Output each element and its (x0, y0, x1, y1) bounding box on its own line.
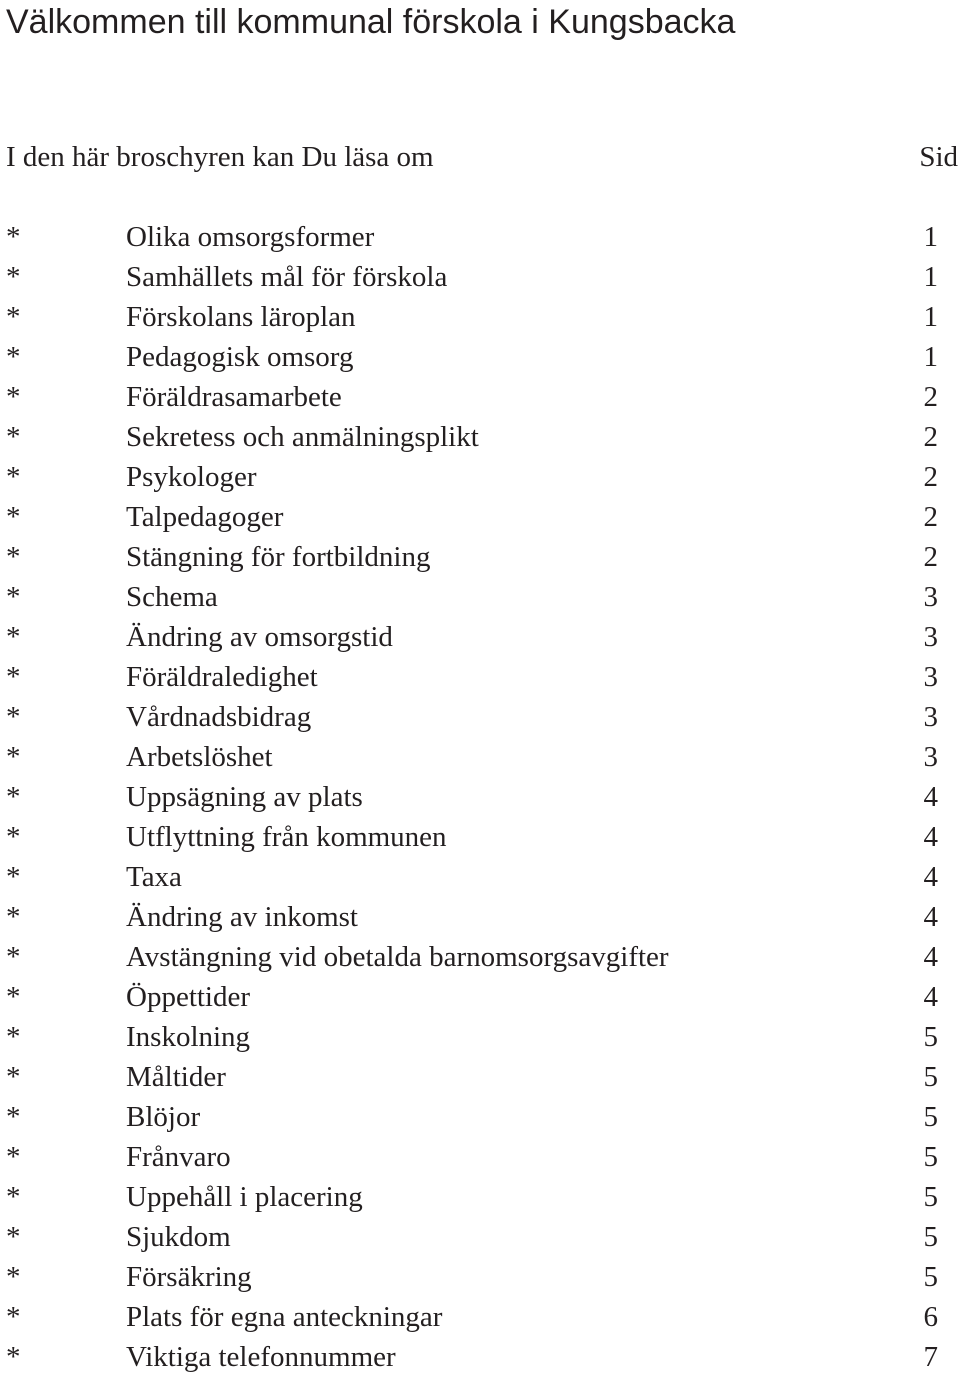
toc-item-label: Sjukdom (126, 1221, 231, 1253)
toc-item-label: Sekretess och anmälningsplikt (126, 421, 479, 453)
toc-header (0, 137, 960, 177)
toc-item-page: 2 (923, 541, 938, 573)
toc-item (0, 1297, 960, 1337)
bullet-marker: * (6, 621, 21, 653)
bullet-marker: * (6, 221, 21, 253)
toc-item-page: 5 (923, 1101, 938, 1133)
bullet-marker: * (6, 1301, 21, 1333)
bullet-marker: * (6, 1261, 21, 1293)
toc-item-page: 5 (923, 1221, 938, 1253)
toc-list (0, 217, 960, 1377)
toc-item-page: 1 (923, 221, 938, 253)
toc-item-label: Öppettider (126, 981, 251, 1013)
toc-item (0, 697, 960, 737)
toc-item-page: 2 (923, 461, 938, 493)
toc-item-page: 3 (923, 741, 938, 773)
toc-item-label: Vårdnadsbidrag (126, 701, 312, 733)
toc-item (0, 417, 960, 457)
bullet-marker: * (6, 1341, 21, 1373)
toc-item (0, 977, 960, 1017)
toc-item-label: Taxa (126, 861, 182, 893)
toc-item (0, 377, 960, 417)
toc-item (0, 777, 960, 817)
toc-item-label: Frånvaro (126, 1141, 231, 1173)
toc-item (0, 1217, 960, 1257)
bullet-marker: * (6, 1221, 21, 1253)
toc-item-label: Blöjor (126, 1101, 201, 1133)
bullet-marker: * (6, 781, 21, 813)
toc-item (0, 337, 960, 377)
toc-item-page: 5 (923, 1181, 938, 1213)
toc-item-page: 3 (923, 581, 938, 613)
bullet-marker: * (6, 461, 21, 493)
bullet-marker: * (6, 581, 21, 613)
toc-item (0, 937, 960, 977)
toc-item-label: Plats för egna anteckningar (126, 1301, 443, 1333)
toc-item-label: Psykologer (126, 461, 257, 493)
toc-item-page: 3 (923, 661, 938, 693)
toc-item-page: 2 (923, 501, 938, 533)
bullet-marker: * (6, 341, 21, 373)
bullet-marker: * (6, 1181, 21, 1213)
bullet-marker: * (6, 501, 21, 533)
toc-item-page: 3 (923, 621, 938, 653)
toc-item-page: 5 (923, 1061, 938, 1093)
toc-item-label: Inskolning (126, 1021, 251, 1053)
toc-item-label: Föräldraledighet (126, 661, 318, 693)
toc-item-label: Avstängning vid obetalda barnomsorgsavgifter (126, 941, 669, 973)
toc-item (0, 537, 960, 577)
toc-item-page: 4 (923, 981, 938, 1013)
toc-item (0, 217, 960, 257)
toc-item-label: Arbetslöshet (126, 741, 273, 773)
toc-item-page: 4 (923, 901, 938, 933)
page-title: Välkommen till kommunal förskola i Kungsbacka (6, 3, 736, 41)
toc-item (0, 617, 960, 657)
toc-item-label: Ändring av omsorgstid (126, 621, 393, 653)
toc-item-page: 7 (923, 1341, 938, 1373)
toc-item-page: 5 (923, 1261, 938, 1293)
toc-item (0, 497, 960, 537)
toc-item-page: 2 (923, 421, 938, 453)
bullet-marker: * (6, 1061, 21, 1093)
toc-item (0, 1057, 960, 1097)
bullet-marker: * (6, 381, 21, 413)
bullet-marker: * (6, 421, 21, 453)
toc-item-label: Föräldrasamarbete (126, 381, 342, 413)
toc-item-label: Uppsägning av plats (126, 781, 363, 813)
bullet-marker: * (6, 821, 21, 853)
toc-item (0, 297, 960, 337)
bullet-marker: * (6, 861, 21, 893)
bullet-marker: * (6, 941, 21, 973)
toc-item (0, 1257, 960, 1297)
bullet-marker: * (6, 741, 21, 773)
bullet-marker: * (6, 261, 21, 293)
bullet-marker: * (6, 1101, 21, 1133)
toc-item-page: 1 (923, 301, 938, 333)
bullet-marker: * (6, 541, 21, 573)
bullet-marker: * (6, 1141, 21, 1173)
toc-item-label: Uppehåll i placering (126, 1181, 363, 1213)
toc-item-page: 6 (923, 1301, 938, 1333)
toc-item-label: Samhällets mål för förskola (126, 261, 448, 293)
toc-item-page: 4 (923, 781, 938, 813)
toc-item (0, 257, 960, 297)
bullet-marker: * (6, 301, 21, 333)
toc-item-label: Ändring av inkomst (126, 901, 358, 933)
toc-item-page: 1 (923, 341, 938, 373)
toc-item-label: Talpedagoger (126, 501, 284, 533)
toc-item-label: Schema (126, 581, 218, 613)
toc-item (0, 897, 960, 937)
toc-item-label: Måltider (126, 1061, 226, 1093)
toc-item-label: Olika omsorgsformer (126, 221, 375, 253)
bullet-marker: * (6, 981, 21, 1013)
toc-intro: I den här broschyren kan Du läsa om (6, 141, 434, 173)
toc-item-label: Utflyttning från kommunen (126, 821, 447, 853)
bullet-marker: * (6, 701, 21, 733)
toc-item (0, 457, 960, 497)
toc-item-label: Förskolans läroplan (126, 301, 356, 333)
toc-item (0, 817, 960, 857)
toc-item-page: 5 (923, 1141, 938, 1173)
toc-item (0, 1017, 960, 1057)
toc-item (0, 1097, 960, 1137)
toc-item-page: 4 (923, 941, 938, 973)
bullet-marker: * (6, 901, 21, 933)
toc-item (0, 1337, 960, 1377)
toc-item-page: 1 (923, 261, 938, 293)
toc-item-label: Viktiga telefonnummer (126, 1341, 396, 1373)
toc-item (0, 1177, 960, 1217)
page-column-header: Sid (919, 141, 958, 173)
toc-item-label: Försäkring (126, 1261, 252, 1293)
toc-item-label: Stängning för fortbildning (126, 541, 431, 573)
toc-item-page: 4 (923, 821, 938, 853)
toc-item (0, 657, 960, 697)
toc-item-page: 4 (923, 861, 938, 893)
toc-item-page: 5 (923, 1021, 938, 1053)
toc-item (0, 577, 960, 617)
toc-item-page: 2 (923, 381, 938, 413)
bullet-marker: * (6, 661, 21, 693)
bullet-marker: * (6, 1021, 21, 1053)
toc-item-page: 3 (923, 701, 938, 733)
toc-item (0, 1137, 960, 1177)
toc-item (0, 857, 960, 897)
toc-item-label: Pedagogisk omsorg (126, 341, 354, 373)
toc-item (0, 737, 960, 777)
